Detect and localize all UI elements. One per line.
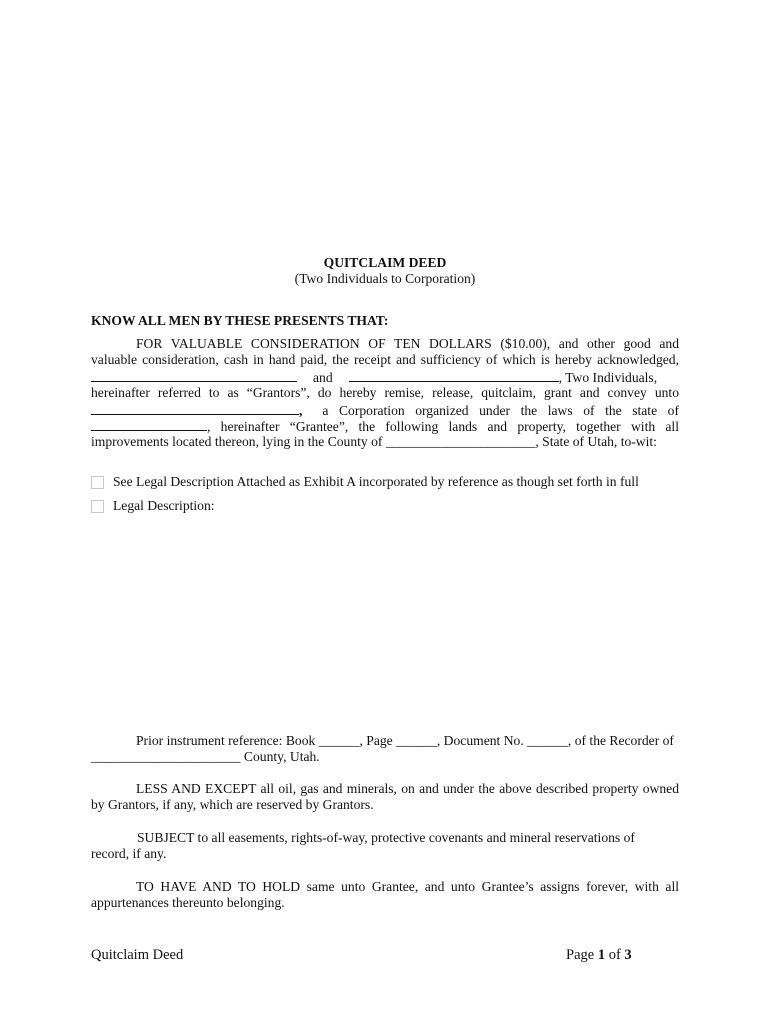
consideration-line-4: hereinafter referred to as “Grantors”, do hereby remise, release, quitclaim, grant and convey unto <box>91 385 679 401</box>
consideration-line-7: improvements located thereon, lying in the County of ______________________, State of Utah, to-wit: <box>91 434 657 450</box>
option-legal-description[interactable] <box>91 498 215 514</box>
consideration-paragraph <box>91 336 679 451</box>
consideration-line-3: and , Two Individuals, <box>91 369 679 385</box>
grantee-name-blank[interactable] <box>91 402 299 415</box>
consideration-line-2: valuable consideration, cash in hand paid, the receipt and sufficiency of which is hereby acknowledged, <box>91 352 679 368</box>
less-except-line-2: by Grantors, if any, which are reserved by Grantors. <box>91 797 374 813</box>
document-subtitle: (Two Individuals to Corporation) <box>294 271 476 286</box>
prior-instrument-paragraph <box>91 733 679 766</box>
footer-document-name: Quitclaim Deed <box>91 947 184 963</box>
state-blank[interactable] <box>91 418 207 431</box>
subject-to-paragraph <box>91 830 679 863</box>
consideration-line-1: FOR VALUABLE CONSIDERATION OF TEN DOLLARS ($10.00), and other good and <box>136 336 679 351</box>
consideration-line-5: , a Corporation organized under the laws of the state of <box>91 402 679 418</box>
less-except-line-1: LESS AND EXCEPT all oil, gas and minerals, on and under the above described property owned <box>136 781 679 796</box>
habendum-paragraph <box>91 879 679 912</box>
prior-instrument-line-2: ______________________ County, Utah. <box>91 749 320 765</box>
document-title: QUITCLAIM DEED <box>323 255 447 270</box>
option-exhibit-a[interactable] <box>91 474 639 490</box>
footer-page-number: Page 1 of 3 <box>566 947 632 963</box>
subject-to-line-2: record, if any. <box>91 846 167 862</box>
exhibit-a-checkbox[interactable] <box>91 476 104 489</box>
subject-to-line-1: SUBJECT to all easements, rights-of-way, protective covenants and mineral reservations of <box>137 830 635 845</box>
grantor-1-blank[interactable] <box>91 369 297 382</box>
legal-description-label: Legal Description: <box>113 498 215 513</box>
current-page: 1 <box>597 947 606 963</box>
less-except-paragraph <box>91 781 679 814</box>
consideration-line-6: , hereinafter “Grantee”, the following lands and property, together with all <box>91 418 679 434</box>
section-heading: KNOW ALL MEN BY THESE PRESENTS THAT: <box>91 313 389 328</box>
legal-description-checkbox[interactable] <box>91 500 104 513</box>
habendum-line-2: appurtenances thereunto belonging. <box>91 895 285 911</box>
prior-instrument-line-1: Prior instrument reference: Book ______, Page ______, Document No. ______, of the Recorder of <box>136 733 674 748</box>
habendum-line-1: TO HAVE AND TO HOLD same unto Grantee, and unto Grantee’s assigns forever, with all <box>136 879 679 894</box>
grantor-2-blank[interactable] <box>349 369 559 382</box>
total-pages: 3 <box>624 947 632 963</box>
exhibit-a-label: See Legal Description Attached as Exhibit A incorporated by reference as though set forth in full <box>113 474 639 489</box>
